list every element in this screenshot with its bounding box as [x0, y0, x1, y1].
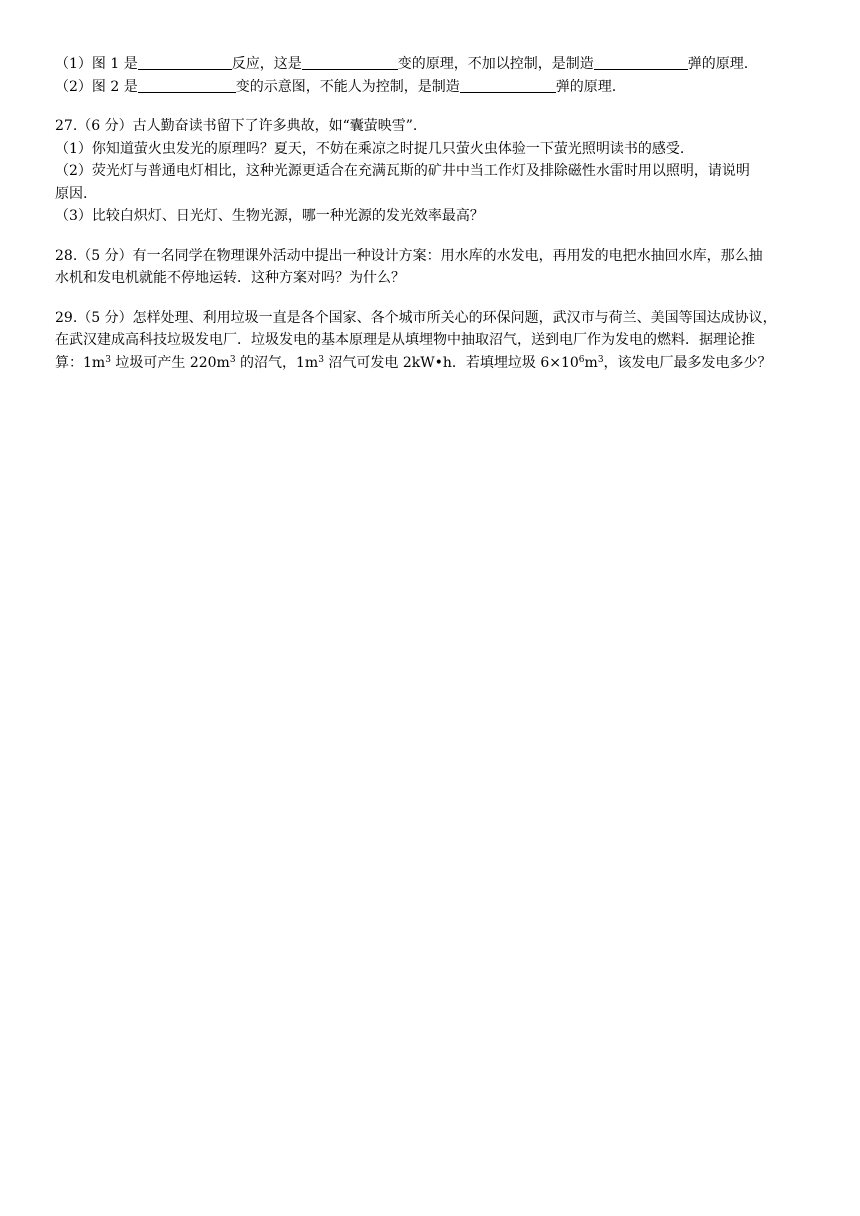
spacer: [55, 290, 815, 307]
spacer: [55, 98, 815, 115]
q29-text: m: [584, 354, 598, 371]
superscript: 3: [105, 354, 111, 365]
q26-part1-suffix: 弹的原理.: [687, 56, 749, 72]
superscript: 3: [318, 354, 324, 365]
q29-line1: 29.（5 分）怎样处理、利用垃圾一直是各个国家、各个城市所关心的环保问题，武汉市与荷兰、美国等国达成协议，: [55, 309, 777, 326]
q27-sub2-line1: （2）荧光灯与普通电灯相比，这种光源更适合在充满瓦斯的矿井中当工作灯及排除磁性水雷时用以照明，请说明: [55, 163, 750, 179]
q26-part2-line: [55, 76, 815, 99]
q26-part2-mid1: 变的示意图，不能人为控制，是制造: [235, 78, 460, 95]
fill-blank-5[interactable]: [460, 77, 556, 91]
fill-blank-2[interactable]: [302, 54, 398, 68]
q26-part1-line: [55, 53, 815, 76]
question-content: [55, 53, 815, 374]
q28-line1: 28.（5 分）有一名同学在物理课外活动中提出一种设计方案：用水库的水发电，再用发的电把水抽回水库，那么抽: [55, 247, 763, 264]
q27-stem: 27.（6 分）古人勤奋读书留下了许多典故，如“囊萤映雪”.: [55, 118, 418, 134]
q29-text: 沼气可发电 2kW•h．若填埋垃圾 6×10: [323, 354, 579, 371]
q26-part2-suffix: 弹的原理.: [555, 78, 617, 95]
superscript: 3: [597, 354, 604, 365]
superscript: 6: [578, 354, 585, 365]
q26-part1-mid1: 反应，这是: [231, 56, 302, 72]
q29-line2: 在武汉建成高科技垃圾发电厂．垃圾发电的基本原理是从填埋物中抽取沼气，送到电厂作为发电的燃料．据理论推: [55, 332, 755, 348]
q28-line2: 水机和发电机就能不停地运转．这种方案对吗？为什么？: [55, 270, 405, 286]
q29-line3: [55, 352, 815, 375]
q29-text: 算：1m: [55, 354, 106, 371]
fill-blank-3[interactable]: [594, 54, 688, 68]
q27-sub2-line2: 原因.: [55, 185, 88, 202]
q26-part1-mid2: 变的原理，不加以控制，是制造: [397, 56, 594, 72]
q26-part2-prefix: （2）图 2 是: [55, 78, 138, 95]
spacer: [55, 228, 815, 245]
q26-part1-prefix: （1）图 1 是: [55, 56, 138, 72]
superscript: 3: [229, 354, 236, 365]
q29-text: 垃圾可产生 220m: [110, 354, 230, 371]
q29-text: ，该发电厂最多发电多少？: [603, 354, 772, 371]
fill-blank-4[interactable]: [138, 77, 236, 91]
fill-blank-1[interactable]: [138, 54, 232, 68]
q27-sub1: （1）你知道萤火虫发光的原理吗？夏天，不妨在乘凉之时捉几只萤火虫体验一下萤光照明读书的感受.: [55, 140, 685, 157]
q29-text: 的沼气，1m: [235, 354, 319, 371]
q27-sub3: （3）比较白炽灯、日光灯、生物光源，哪一种光源的发光效率最高？: [55, 208, 484, 224]
